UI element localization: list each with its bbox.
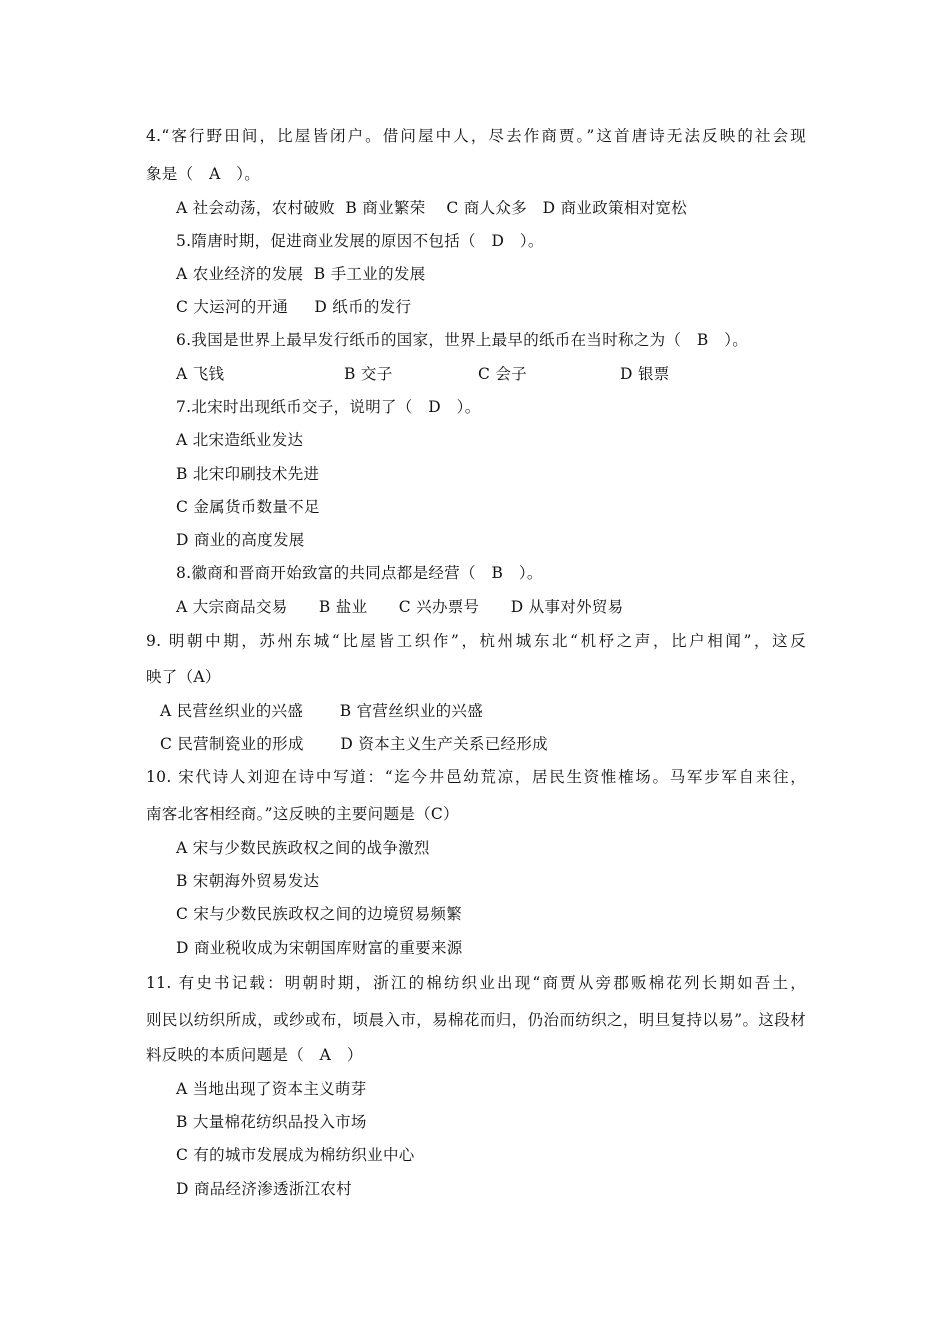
q7-option-c: C 金属货币数量不足 [176,498,320,516]
q6-stem: 6.我国是世界上最早发行纸币的国家，世界上最早的纸币在当时称之为（ B ）。 [176,331,749,349]
q5-stem: 5.隋唐时期，促进商业发展的原因不包括（ D ）。 [176,232,544,250]
q4-stem-line2: 象是（ A ）。 [146,165,261,183]
q6-option-a: A 飞钱 [176,365,225,383]
q11-stem-line3: 料反映的本质问题是（ A ） [146,1046,363,1064]
q5-options-line2: C 大运河的开通 D 纸币的发行 [176,298,412,316]
q9-stem-line1: 9. 明朝中期，苏州东城“比屋皆工织作”，杭州城东北“机杼之声，比户相闻”，这反 [146,632,806,650]
q11-option-c: C 有的城市发展成为棉纺织业中心 [176,1146,415,1164]
q10-stem-line1: 10. 宋代诗人刘迎在诗中写道：“迄今井邑幼荒凉，居民生资惟榷场。马军步军自来往， [146,768,806,786]
q11-stem-line2: 则民以纺织所成，或纱或布，顷晨入市，易棉花而归，仍治而纺织之，明旦复持以易”。这段材 [146,1011,806,1029]
q9-options-line2: C 民营制瓷业的形成 D 资本主义生产关系已经形成 [160,735,548,753]
q4-options: A 社会动荡，农村破败 B 商业繁荣 C 商人众多 D 商业政策相对宽松 [176,199,688,217]
q9-stem-line2: 映了（A） [146,668,221,686]
q7-stem: 7.北宋时出现纸币交子，说明了（ D ）。 [176,398,481,416]
q11-option-b: B 大量棉花纺织品投入市场 [176,1113,367,1131]
q11-stem-line1: 11. 有史书记载：明朝时期，浙江的棉纺织业出现“商贾从旁郡贩棉花列长期如吾土， [146,974,806,992]
q6-option-b: B 交子 [344,365,393,383]
q4-stem-line1: 4.“客行野田间，比屋皆闭户。借问屋中人，尽去作商贾。”这首唐诗无法反映的社会现 [146,127,806,145]
q7-option-d: D 商业的高度发展 [176,531,305,549]
q8-options: A 大宗商品交易 B 盐业 C 兴办票号 D 从事对外贸易 [176,598,624,616]
q7-option-b: B 北宋印刷技术先进 [176,465,320,483]
q10-option-a: A 宋与少数民族政权之间的战争激烈 [176,839,430,857]
q9-options-line1: A 民营丝织业的兴盛 B 官营丝织业的兴盛 [160,702,484,720]
q8-stem: 8.徽商和晋商开始致富的共同点都是经营（ B ）。 [176,564,543,582]
q10-option-d: D 商业税收成为宋朝国库财富的重要来源 [176,939,463,957]
q5-options-line1: A 农业经济的发展 B 手工业的发展 [176,265,426,283]
q10-option-b: B 宋朝海外贸易发达 [176,872,320,890]
q11-option-a: A 当地出现了资本主义萌芽 [176,1080,367,1098]
q7-option-a: A 北宋造纸业发达 [176,431,304,449]
q11-option-d: D 商品经济渗透浙江农村 [176,1180,352,1198]
q10-stem-line2: 南客北客相经商。”这反映的主要问题是（C） [146,805,459,823]
q10-option-c: C 宋与少数民族政权之间的边境贸易频繁 [176,905,462,923]
q6-option-d: D 银票 [620,365,670,383]
q6-option-c: C 会子 [478,365,527,383]
